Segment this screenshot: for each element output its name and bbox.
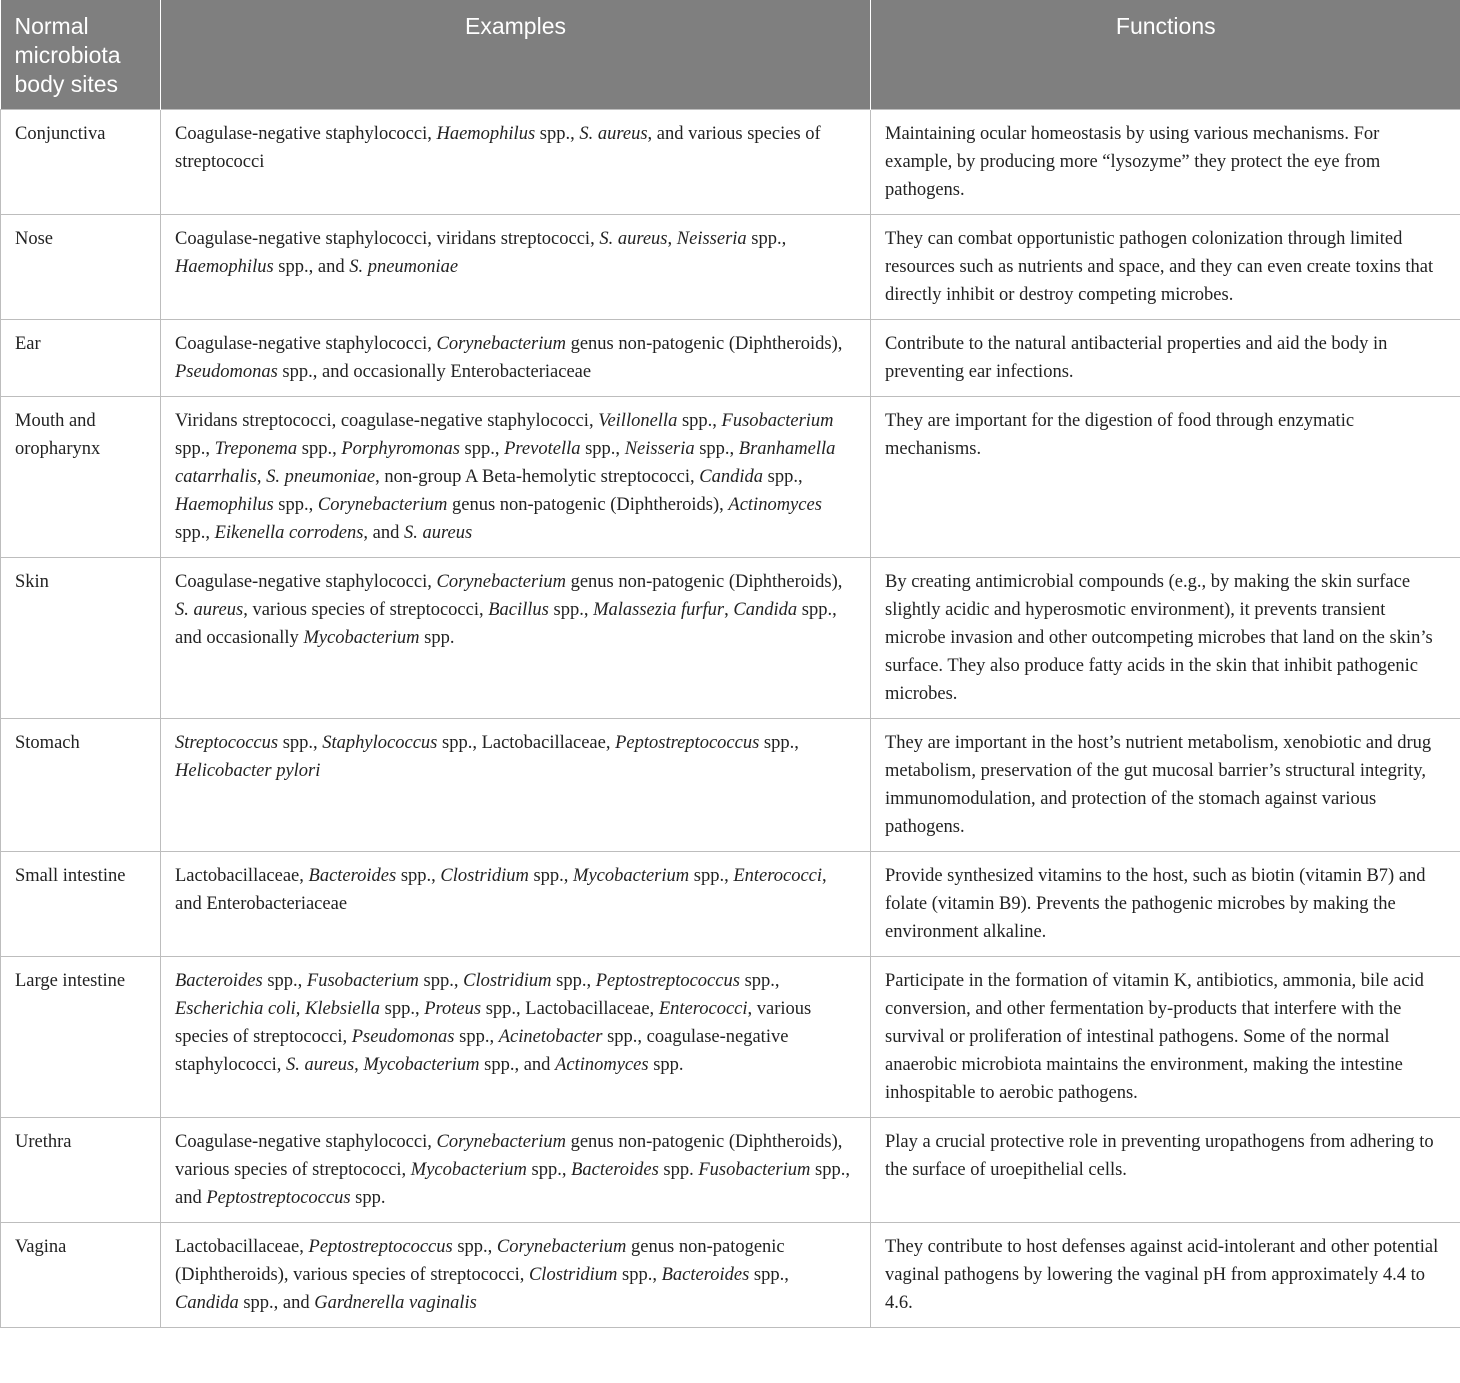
examples-text: spp., (273, 495, 318, 515)
examples-text: spp., (452, 1237, 497, 1257)
examples-text: spp., and occasionally (175, 600, 837, 648)
examples-text: spp. (648, 1055, 684, 1075)
organism-name: Enterococci (658, 999, 748, 1019)
examples-cell (161, 110, 871, 215)
functions-cell: Participate in the formation of vitamin K, antibiotics, ammonia, bile acid conversion, and other fermentation by-products that interfere with the survival or proliferation of intestinal pathogens. Some of the normal anaerobic microbiota maintains the environment, making the intestine inhospitable to aerobic pathogens. (871, 957, 1460, 1118)
examples-text: spp., (418, 971, 464, 991)
examples-text: , (354, 1055, 364, 1075)
functions-cell: Provide synthesized vitamins to the host, such as biotin (vitamin B7) and folate (vitamin B9). Prevents the pathogenic microbes by making the environment alkaline. (871, 852, 1460, 957)
examples-cell (161, 852, 871, 957)
organism-name: Fusobacterium (698, 1160, 811, 1180)
examples-cell (161, 558, 871, 719)
header-row (1, 0, 1460, 110)
organism-name: Pseudomonas (175, 362, 278, 382)
organism-name: Eikenella corrodens (214, 523, 364, 543)
examples-text: spp., (459, 439, 505, 459)
organism-name: Bacteroides (175, 971, 263, 991)
organism-name: Candida (699, 467, 764, 487)
organism-name: Veillonella (598, 411, 678, 431)
organism-name: Porphyromonas (341, 439, 460, 459)
examples-text: spp., (454, 1027, 499, 1047)
functions-cell: Play a crucial protective role in preventing uropathogens from adhering to the surface of uroepithelial cells. (871, 1118, 1460, 1223)
examples-text: spp., (278, 733, 323, 753)
table-row (1, 1223, 1460, 1328)
organism-name: Peptostreptococcus (308, 1237, 453, 1257)
examples-text: , and Enterobacteriaceae (175, 866, 827, 914)
table-row (1, 320, 1460, 397)
examples-text: Coagulase-negative staphylococci, (175, 1132, 437, 1152)
functions-cell: They can combat opportunistic pathogen colonization through limited resources such as nutrients and space, and they can even create toxins that directly inhibit or destroy competing microbes. (871, 215, 1460, 320)
organism-name: Neisseria (676, 229, 747, 249)
organism-name: Corynebacterium (436, 572, 566, 592)
examples-text: spp., coagulase-negative staphylococci, (175, 1027, 789, 1075)
organism-name: Enterococci (733, 866, 823, 886)
table-row (1, 957, 1460, 1118)
examples-text: spp., (746, 229, 787, 249)
organism-name: Streptococcus (175, 733, 279, 753)
organism-name: S. aureus (285, 1055, 355, 1075)
organism-name: Corynebacterium (436, 334, 566, 354)
organism-name: Candida (175, 1293, 239, 1313)
examples-text: Coagulase-negative staphylococci, (175, 334, 437, 354)
organism-name: S. pneumoniae (266, 467, 376, 487)
organism-name: Proteus (424, 999, 482, 1019)
header-functions: Functions (871, 0, 1460, 110)
organism-name: Helicobacter pylori (175, 761, 321, 781)
organism-name: Haemophilus (175, 495, 274, 515)
body-site-cell: Urethra (1, 1118, 161, 1223)
organism-name: Malassezia furfur (593, 600, 725, 620)
body-site-cell: Conjunctiva (1, 110, 161, 215)
table-row (1, 110, 1460, 215)
examples-text: spp., (759, 733, 799, 753)
examples-text: spp., (749, 1265, 789, 1285)
organism-name: Escherichia coli (175, 999, 296, 1019)
examples-text: spp., (262, 971, 307, 991)
examples-text: spp. (419, 628, 455, 648)
examples-text: spp., and (175, 1160, 850, 1208)
table-row (1, 397, 1460, 558)
table-row (1, 852, 1460, 957)
examples-text: , non-group A Beta-hemolytic streptococci, (375, 467, 700, 487)
examples-cell (161, 1223, 871, 1328)
examples-text: spp., (739, 971, 780, 991)
body-site-cell: Ear (1, 320, 161, 397)
examples-text: spp., Lactobacillaceae, (481, 999, 659, 1019)
examples-text: , and various species of streptococci (175, 124, 821, 172)
body-site-cell: Small intestine (1, 852, 161, 957)
examples-text: spp., (528, 866, 574, 886)
examples-text: spp., (175, 523, 215, 543)
examples-text: spp., and (238, 1293, 315, 1313)
organism-name: Acinetobacter (498, 1027, 603, 1047)
body-site-cell: Mouth and oropharynx (1, 397, 161, 558)
examples-text: spp., (580, 439, 625, 459)
functions-cell: Maintaining ocular homeostasis by using various mechanisms. For example, by producing more “lysozyme” they protect the eye from pathogens. (871, 110, 1460, 215)
examples-text: spp., (396, 866, 441, 886)
examples-cell (161, 1118, 871, 1223)
examples-text: spp., (551, 971, 596, 991)
examples-text: spp., (380, 999, 425, 1019)
examples-text: spp., (677, 411, 722, 431)
examples-cell (161, 397, 871, 558)
examples-text: Lactobacillaceae, (175, 866, 309, 886)
examples-text: spp., (763, 467, 803, 487)
organism-name: Mycobacterium (303, 628, 420, 648)
organism-name: Corynebacterium (317, 495, 448, 515)
examples-text: spp., (535, 124, 580, 144)
examples-text: spp., (694, 439, 739, 459)
organism-name: Treponema (214, 439, 298, 459)
examples-text: , (295, 999, 305, 1019)
organism-name: Peptostreptococcus (615, 733, 760, 753)
body-site-cell: Vagina (1, 1223, 161, 1328)
functions-cell: They are important for the digestion of food through enzymatic mechanisms. (871, 397, 1460, 558)
organism-name: Prevotella (504, 439, 581, 459)
examples-text: Coagulase-negative staphylococci, (175, 124, 437, 144)
examples-text: spp. (658, 1160, 699, 1180)
organism-name: Bacteroides (571, 1160, 659, 1180)
organism-name: Klebsiella (304, 999, 381, 1019)
organism-name: Mycobacterium (410, 1160, 527, 1180)
organism-name: S. aureus (175, 600, 244, 620)
examples-text: , and (363, 523, 404, 543)
functions-cell: They contribute to host defenses against acid-intolerant and other potential vaginal pathogens by lowering the vaginal pH from approximately 4.4 to 4.6. (871, 1223, 1460, 1328)
organism-name: Corynebacterium (496, 1237, 627, 1257)
organism-name: Bacteroides (308, 866, 397, 886)
organism-name: S. pneumoniae (349, 257, 459, 277)
examples-text: spp., and occasionally Enterobacteriaceae (277, 362, 592, 382)
organism-name: Fusobacterium (721, 411, 834, 431)
body-site-cell: Nose (1, 215, 161, 320)
examples-text: spp., (689, 866, 734, 886)
examples-text: Viridans streptococci, coagulase-negative staphylococci, (175, 411, 599, 431)
examples-text: Coagulase-negative staphylococci, (175, 572, 437, 592)
table-header (1, 0, 1460, 110)
examples-cell (161, 215, 871, 320)
table-row (1, 719, 1460, 852)
organism-name: Fusobacterium (306, 971, 419, 991)
examples-text: spp., Lactobacillaceae, (437, 733, 616, 753)
organism-name: Bacillus (488, 600, 549, 620)
organism-name: Bacteroides (661, 1265, 750, 1285)
examples-text: Coagulase-negative staphylococci, viridans streptococci, (175, 229, 600, 249)
organism-name: S. aureus (579, 124, 648, 144)
examples-text: genus non-patogenic (Diphtheroids), (447, 495, 729, 515)
organism-name: Pseudomonas (351, 1027, 455, 1047)
organism-name: Mycobacterium (363, 1055, 480, 1075)
examples-text: , various species of streptococci, (175, 999, 812, 1047)
examples-text: genus non-patogenic (Diphtheroids), various species of streptococci, (175, 1237, 785, 1285)
examples-text: , various species of streptococci, (243, 600, 489, 620)
examples-cell (161, 957, 871, 1118)
examples-text: , (256, 467, 267, 487)
organism-name: Haemophilus (175, 257, 274, 277)
organism-name: Clostridium (528, 1265, 618, 1285)
header-examples: Examples (161, 0, 871, 110)
organism-name: Corynebacterium (436, 1132, 566, 1152)
header-body-sites: Normal microbiota body sites (1, 0, 161, 110)
body-site-cell: Large intestine (1, 957, 161, 1118)
examples-text: spp., (297, 439, 342, 459)
organism-name: Clostridium (463, 971, 552, 991)
organism-name: Staphylococcus (322, 733, 438, 753)
examples-text: genus non-patogenic (Diphtheroids), (565, 572, 843, 592)
body-site-cell: Skin (1, 558, 161, 719)
organism-name: Mycobacterium (573, 866, 690, 886)
table-row (1, 215, 1460, 320)
examples-text: genus non-patogenic (Diphtheroids), (565, 334, 843, 354)
functions-cell: Contribute to the natural antibacterial properties and aid the body in preventing ear infections. (871, 320, 1460, 397)
organism-name: Neisseria (624, 439, 695, 459)
functions-cell: They are important in the host’s nutrient metabolism, xenobiotic and drug metabolism, preservation of the gut mucosal barrier’s structural integrity, immunomodulation, and protection of the stomach against various pathogens. (871, 719, 1460, 852)
organism-name: S. aureus (404, 523, 473, 543)
examples-text: genus non-patogenic (Diphtheroids), various species of streptococci, (175, 1132, 843, 1180)
examples-text: Lactobacillaceae, (175, 1237, 309, 1257)
examples-text: spp., and (273, 257, 350, 277)
examples-text: spp. (350, 1188, 386, 1208)
functions-cell: By creating antimicrobial compounds (e.g., by making the skin surface slightly acidic and hyperosmotic environment), it prevents transient microbe invasion and other outcompeting microbes that land on the skin’s surface. They also produce fatty acids in the skin that inhibit pathogenic microbes. (871, 558, 1460, 719)
table-body (1, 110, 1460, 1328)
table-row (1, 1118, 1460, 1223)
table-row (1, 558, 1460, 719)
organism-name: Haemophilus (436, 124, 536, 144)
organism-name: Clostridium (440, 866, 529, 886)
body-site-cell: Stomach (1, 719, 161, 852)
organism-name: Peptostreptococcus (595, 971, 740, 991)
organism-name: S. aureus (599, 229, 668, 249)
organism-name: Peptostreptococcus (206, 1188, 351, 1208)
examples-cell (161, 320, 871, 397)
examples-text: spp., (526, 1160, 572, 1180)
organism-name: Branhamella catarrhalis (175, 439, 836, 487)
examples-text: , (724, 600, 734, 620)
examples-text: spp., (175, 439, 215, 459)
examples-text: spp., (617, 1265, 662, 1285)
organism-name: Actinomyces (728, 495, 822, 515)
examples-text: spp., and (479, 1055, 556, 1075)
organism-name: Candida (733, 600, 798, 620)
examples-text: spp., (548, 600, 594, 620)
examples-cell (161, 719, 871, 852)
organism-name: Actinomyces (555, 1055, 649, 1075)
organism-name: Gardnerella vaginalis (314, 1293, 477, 1313)
examples-text: , (667, 229, 677, 249)
